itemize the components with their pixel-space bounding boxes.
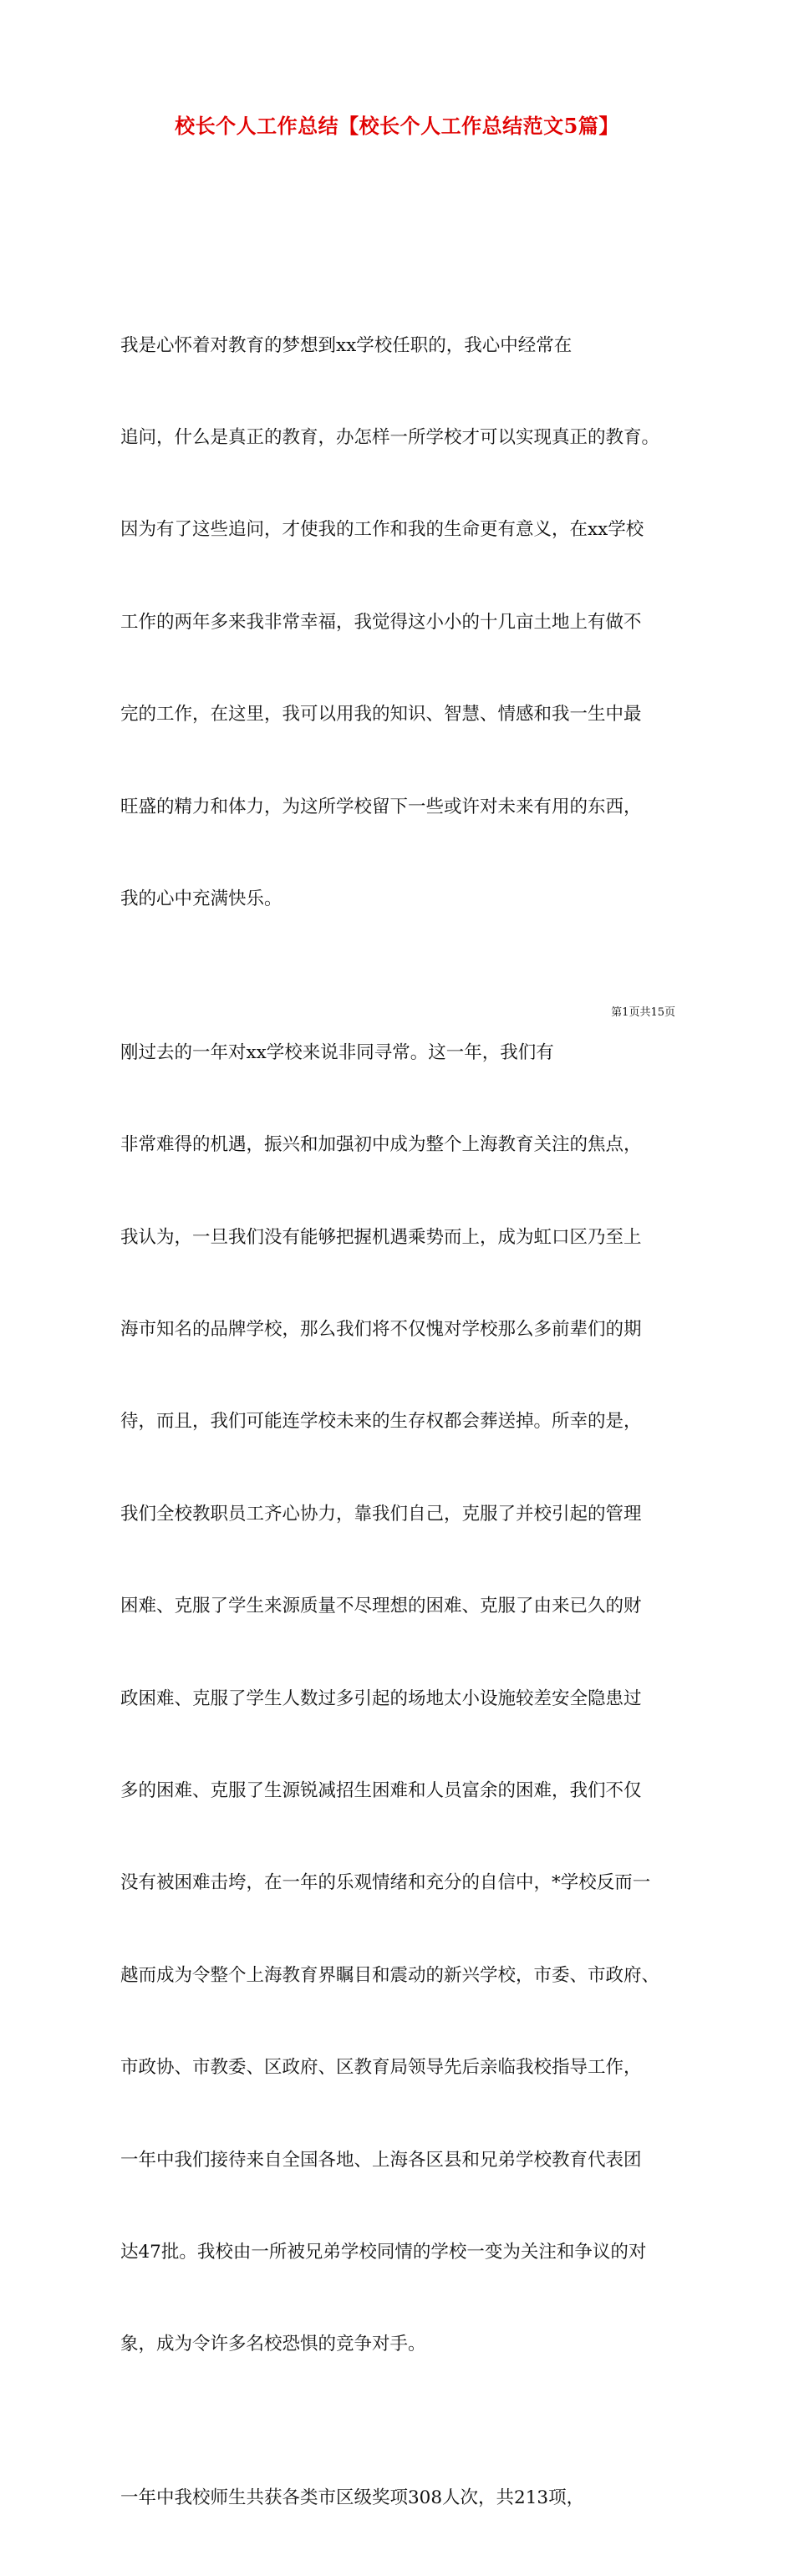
document-body <box>120 269 680 2576</box>
text-line: 没有被困难击垮，在一年的乐观情绪和充分的自信中，*学校反而一 <box>120 1872 651 1894</box>
text-line: 我是心怀着对教育的梦想到xx学校任职的，我心中经常在 <box>120 334 573 356</box>
text-line: 非常难得的机遇，振兴和加强初中成为整个上海教育关注的焦点， <box>120 1134 642 1156</box>
text-line: 我认为，一旦我们没有能够把握机遇乘势而上，成为虹口区乃至上 <box>120 1226 642 1248</box>
page-number-footer: 第1页共15页 <box>611 1006 675 1019</box>
text-line: 工作的两年多来我非常幸福，我觉得这小小的十几亩土地上有做不 <box>120 611 642 633</box>
text-line: 一年中我校师生共获各类市区级奖项308人次，共213项， <box>120 2487 585 2509</box>
text-line: 达47批。我校由一所被兄弟学校同情的学校一变为关注和争议的对 <box>120 2242 647 2263</box>
text-line: 越而成为令整个上海教育界瞩目和震动的新兴学校，市委、市政府、 <box>120 1964 660 1986</box>
text-line: 完的工作，在这里，我可以用我的知识、智慧、情感和我一生中最 <box>120 704 642 725</box>
text-line: 多的困难、克服了生源锐减招生困难和人员富余的困难，我们不仅 <box>120 1780 642 1802</box>
text-line: 我们全校教职员工齐心协力，靠我们自己，克服了并校引起的管理 <box>120 1503 642 1525</box>
text-line: 市政协、市教委、区政府、区教育局领导先后亲临我校指导工作， <box>120 2057 642 2079</box>
text-line: 象，成为令许多名校恐惧的竞争对手。 <box>120 2334 426 2355</box>
text-line: 刚过去的一年对xx学校来说非同寻常。这一年，我们有 <box>120 1041 554 1063</box>
text-line: 因为有了这些追问，才使我的工作和我的生命更有意义，在xx学校 <box>120 519 644 541</box>
text-line: 待，而且，我们可能连学校未来的生存权都会葬送掉。所幸的是， <box>120 1411 642 1433</box>
text-line: 困难、克服了学生来源质量不尽理想的困难、克服了由来已久的财 <box>120 1596 642 1617</box>
paragraph-1 <box>120 269 680 976</box>
text-line: 海市知名的品牌学校，那么我们将不仅愧对学校那么多前辈们的期 <box>120 1319 642 1341</box>
text-line: 旺盛的精力和体力，为这所学校留下一些或许对未来有用的东西， <box>120 796 642 817</box>
document-title: 校长个人工作总结【校长个人工作总结范文5篇】 <box>175 114 619 138</box>
text-line: 追问，什么是真正的教育，办怎样一所学校才可以实现真正的教育。 <box>120 426 660 448</box>
paragraph-3 <box>120 2422 680 2576</box>
paragraph-2 <box>120 976 680 2421</box>
text-line: 政困难、克服了学生人数过多引起的场地太小设施较差安全隐患过 <box>120 1688 642 1709</box>
text-line: 我的心中充满快乐。 <box>120 888 282 909</box>
text-line: 一年中我们接待来自全国各地、上海各区县和兄弟学校教育代表团 <box>120 2149 642 2171</box>
